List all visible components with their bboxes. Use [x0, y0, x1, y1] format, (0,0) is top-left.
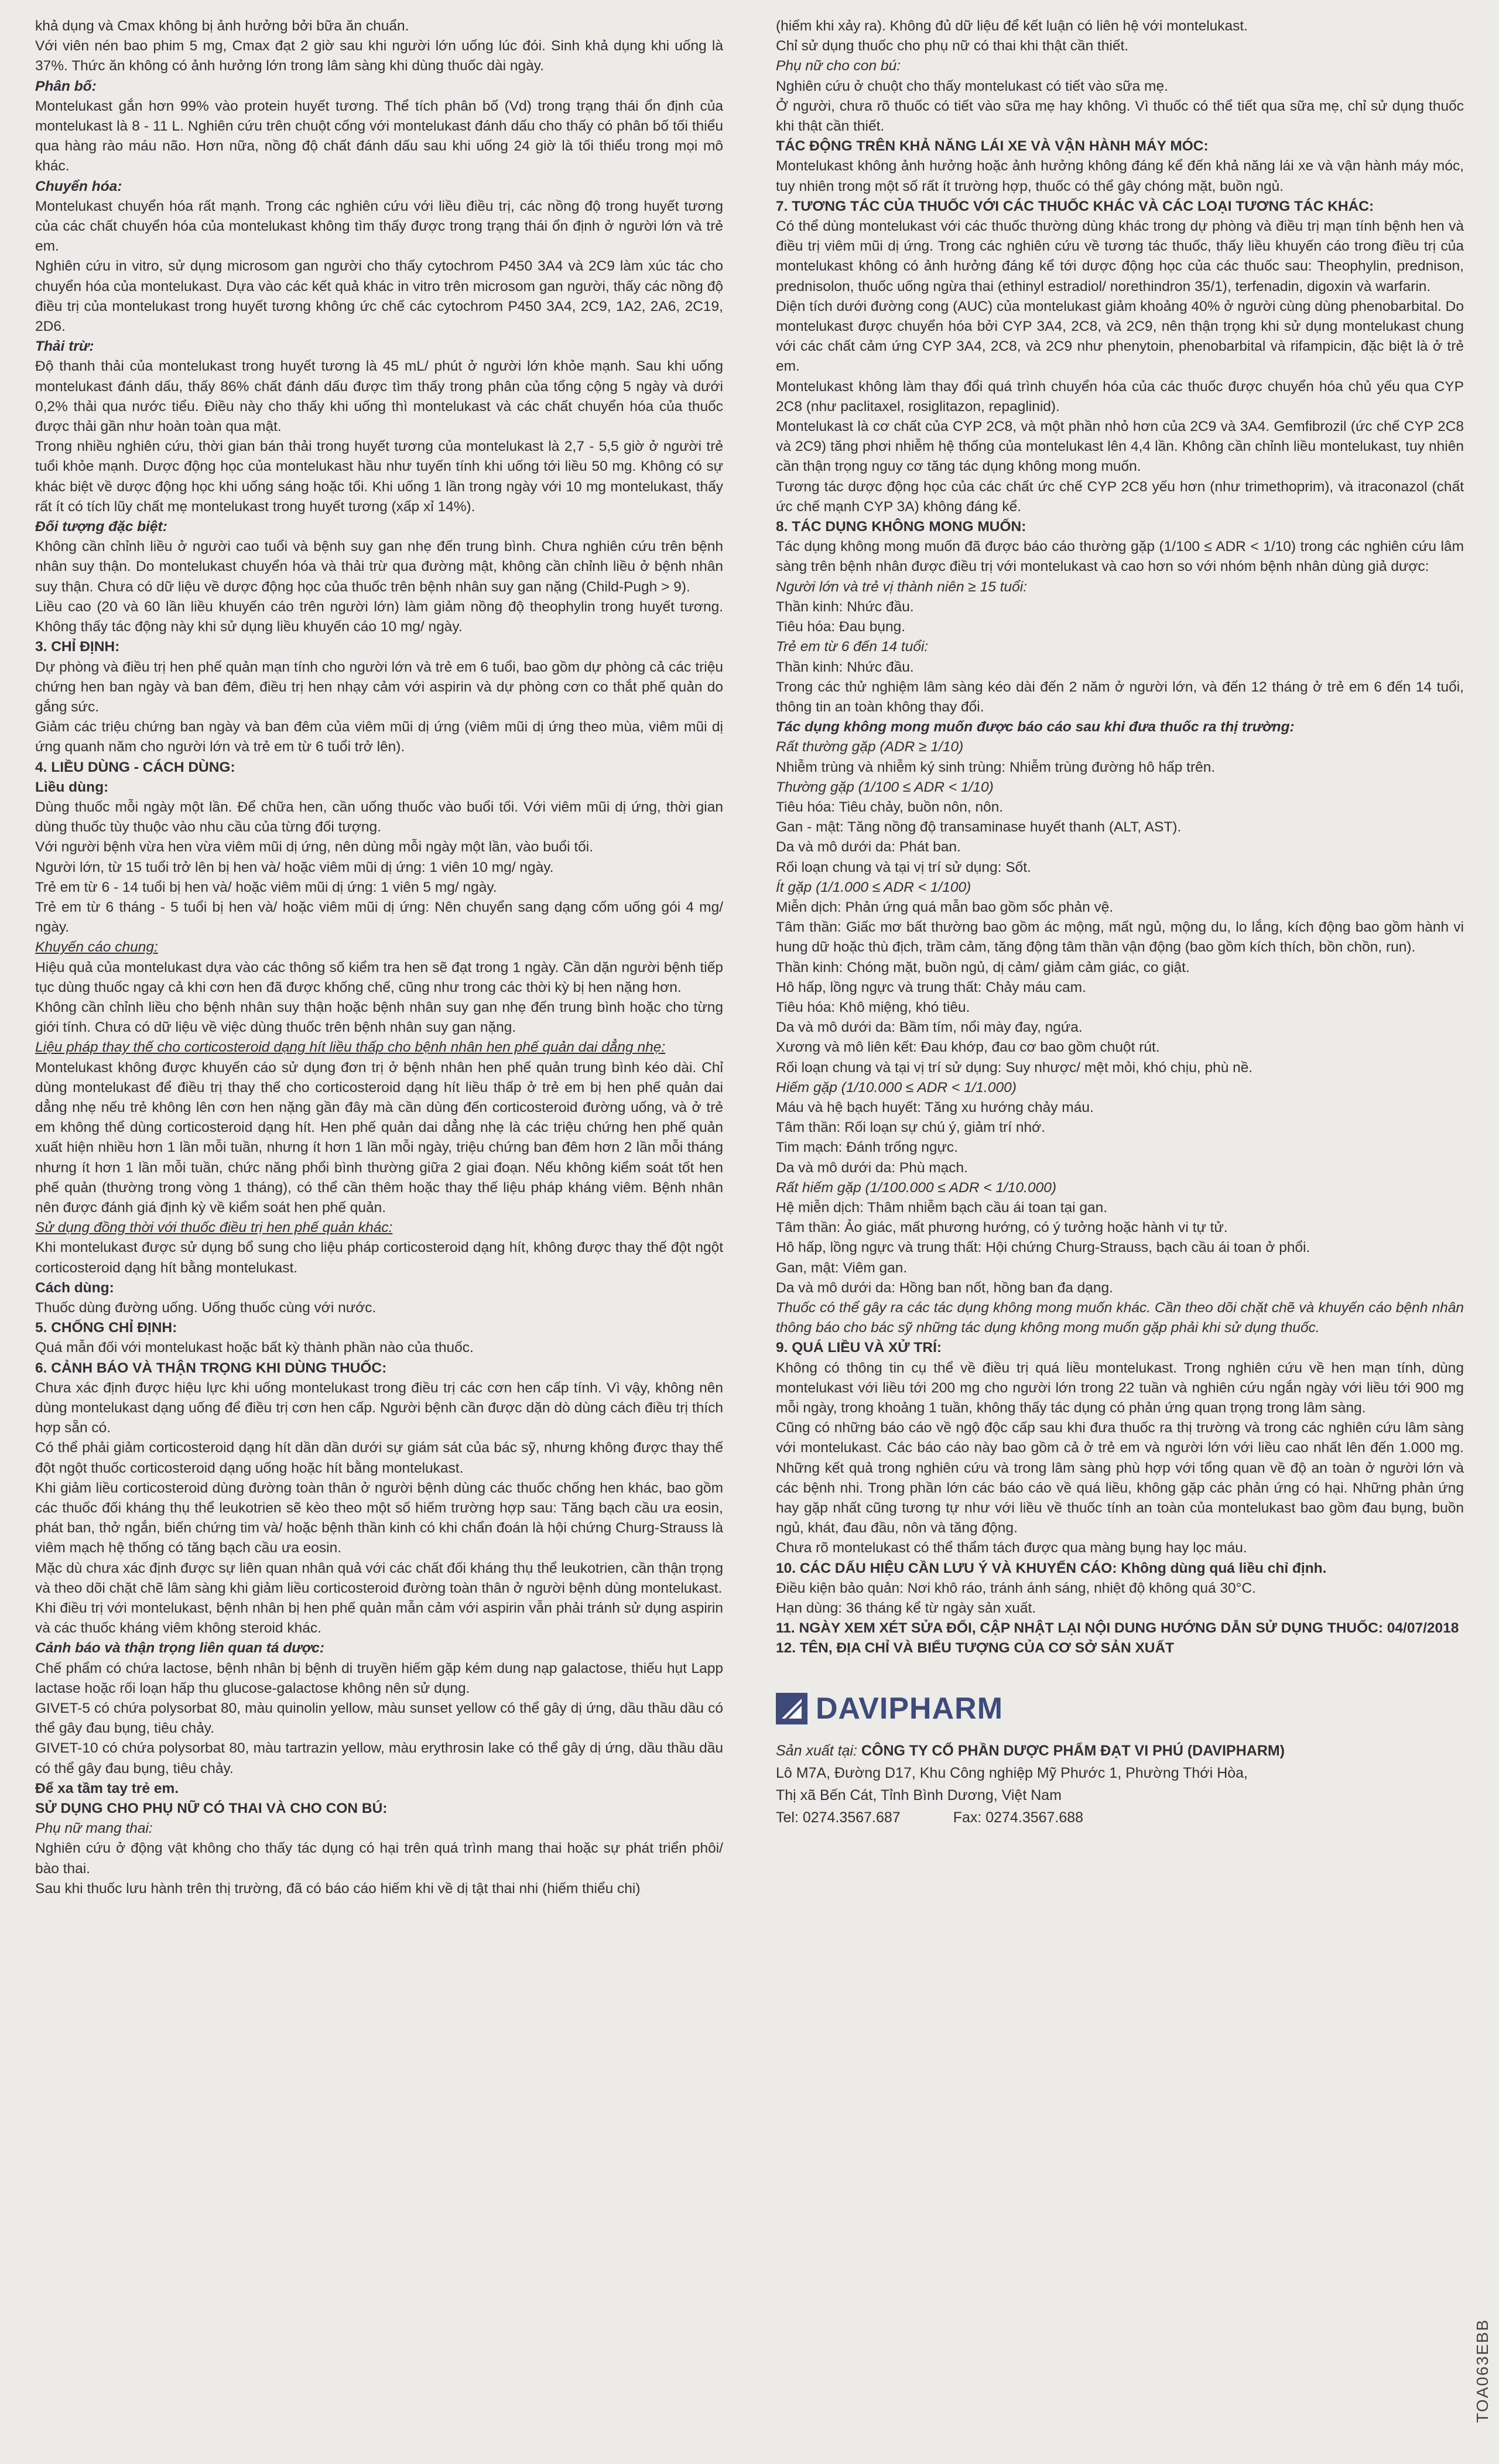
paragraph: Với người bệnh vừa hen vừa viêm mũi dị ứng, nên dùng mỗi ngày một lần, vào buổi tối. — [35, 839, 594, 855]
subheading: Thuốc có thể gây ra các tác dụng không mong muốn khác. Cần theo dõi chặt chẽ và khuyến cáo bệnh nhân thông báo cho bác sỹ những tác dụng không mong muốn gặp phải khi sử dụng thuốc. — [776, 1300, 1464, 1336]
paragraph: Hệ miễn dịch: Thâm nhiễm bạch cầu ái toan tại gan. — [776, 1199, 1108, 1216]
paragraph: Với viên nén bao phim 5 mg, Cmax đạt 2 giờ sau khi người lớn uống lúc đói. Sinh khả dụng khi uống là 37%. Thức ăn không có ảnh hưởng lớn trong lâm sàng khi dùng thuốc dài ngày. — [35, 38, 723, 74]
section-heading: 12. TÊN, ĐỊA CHỈ VÀ BIỂU TƯỢNG CỦA CƠ SỞ SẢN XUẤT — [776, 1640, 1175, 1657]
paragraph: Sau khi thuốc lưu hành trên thị trường, đã có báo cáo hiếm khi về dị tật thai nhi (hiếm thiểu chi) — [35, 1880, 641, 1897]
section-heading: 7. TƯƠNG TÁC CỦA THUỐC VỚI CÁC THUỐC KHÁC VÀ CÁC LOẠI TƯƠNG TÁC KHÁC: — [776, 198, 1374, 214]
paragraph: Không có thông tin cụ thể về điều trị quá liều montelukast. Trong nghiên cứu về hen mạn tính, dùng montelukast với liều tới 200 mg cho người lớn trong 22 tuần và nghiên cứu ngắn ngày với liều tới 900 mg mỗi ngày, trong khoảng 1 tuần, không thấy tác dụng có phản ứng quan trọng trong lâm sàng. — [776, 1360, 1464, 1416]
paragraph: Chế phẩm có chứa lactose, bệnh nhân bị bệnh di truyền hiếm gặp kém dung nạp galactose, thiếu hụt Lapp lactase hoặc rối loạn hấp thu glucose-galactose không nên sử dụng. — [35, 1660, 723, 1696]
section-heading: 5. CHỐNG CHỈ ĐỊNH: — [35, 1320, 177, 1336]
paragraph: Gan - mật: Tăng nồng độ transaminase huyết thanh (ALT, AST). — [776, 819, 1182, 836]
paragraph: Thuốc dùng đường uống. Uống thuốc cùng với nước. — [35, 1300, 377, 1316]
paragraph: Hạn dùng: 36 tháng kể từ ngày sản xuất. — [776, 1600, 1036, 1617]
paragraph: Tim mạch: Đánh trống ngực. — [776, 1139, 958, 1156]
address-line-1: Lô M7A, Đường D17, Khu Công nghiệp Mỹ Phước 1, Phường Thới Hòa, — [776, 1764, 1248, 1781]
subheading: Phụ nữ cho con bú: — [776, 58, 901, 74]
paragraph: Tiêu hóa: Đau bụng. — [776, 619, 906, 635]
right-column — [776, 16, 1464, 2464]
paragraph: Tâm thần: Rối loạn sự chú ý, giảm trí nhớ. — [776, 1120, 1046, 1136]
paragraph: Trong các thử nghiệm lâm sàng kéo dài đến 2 năm ở người lớn, và đến 12 tháng ở trẻ em 6 đến 14 tuổi, thông tin an toàn không thay đổi. — [776, 679, 1464, 715]
paragraph: Rối loạn chung và tại vị trí sử dụng: Sốt. — [776, 859, 1031, 875]
paragraph: Cũng có những báo cáo về ngộ độc cấp sau khi đưa thuốc ra thị trường và trong các nghiên cứu lâm sàng với montelukast. Các báo cáo này bao gồm cả ở trẻ em và người lớn với liều cao nhất lên đến 1.000 mg. Những kết quả trong nghiên cứu và trong lâm sàng phù hợp với tổng quan về độ an toàn ở người lớn và các bệnh nhi. Trong phần lớn các báo cáo về quá liều, không gặp các phản ứng có hại. Những phản ứng hay gặp nhất cũng tương tự như với liều về thuốc tính an toàn của montelukast bao gồm đau bụng, buồn ngủ, khát, đau đầu, nôn và tăng động. — [776, 1420, 1464, 1536]
paragraph: Dùng thuốc mỗi ngày một lần. Để chữa hen, cần uống thuốc vào buổi tối. Với viêm mũi dị ứng, thời gian dùng thuốc tùy thuộc vào nhu cầu của từng đối tượng. — [35, 799, 723, 836]
fax: Fax: 0274.3567.688 — [953, 1809, 1084, 1826]
paragraph: Montelukast không được khuyến cáo sử dụng đơn trị ở bệnh nhân hen phế quản trung bình kéo dài. Chỉ dùng montelukast để điều trị thay thế cho corticosteroid dạng hít liều thấp ở trẻ em bị hen phế quản dai dẳng nhẹ nếu trẻ không lên cơn hen nặng gần đây mà cần dùng đến corticosteroid đường uống, và ở trẻ em không thể dùng corticosteroid dạng hít. Hen phế quản dai dẳng nhẹ là các triệu chứng hen phế quản xuất hiện nhiều hơn 1 lần mỗi tuần, nhưng ít hơn 1 lần mỗi ngày, triệu chứng ban đêm hơn 2 lần mỗi tháng nhưng ít hơn 1 lần mỗi tuần, chức năng phổi bình thường giữa 2 giai đoạn. Nếu không kiểm soát tốt hen phế quản (thường trong vòng 1 tháng), có thể cần thêm hoặc thay thế liệu pháp kháng viêm. Bệnh nhân nên được đánh giá định kỳ về kiểm soát hen phế quản. — [35, 1059, 723, 1216]
producer-label: Sản xuất tại: — [776, 1742, 857, 1759]
paragraph: GIVET-10 có chứa polysorbat 80, màu tartrazin yellow, màu erythrosin lake có thể gây dị ứng, dầu thầu dầu có thể gây đau bụng, tiêu chảy. — [35, 1740, 723, 1777]
paragraph: Liều cao (20 và 60 lần liều khuyến cáo trên người lớn) làm giảm nồng độ theophylin trong huyết tương. Không thấy tác động này khi sử dụng liều khuyến cáo 10 mg/ ngày. — [35, 598, 723, 635]
section-heading: 10. CÁC DẤU HIỆU CẦN LƯU Ý VÀ KHUYẾN CÁO: Không dùng quá liều chỉ định. — [776, 1560, 1327, 1576]
subheading: Đối tượng đặc biệt: — [35, 519, 167, 535]
paragraph: Không cần chỉnh liều ở người cao tuổi và bệnh suy gan nhẹ đến trung bình. Chưa nghiên cứu trên bệnh nhân suy thận. Do montelukast chuyển hóa và thải trừ qua đường mật, không cần chỉnh liều ở bệnh nhân suy thận. Chưa có dữ liệu về dược động học của thuốc trên bệnh nhân suy gan nặng (Child-Pugh > 9). — [35, 539, 723, 595]
paragraph: Montelukast không ảnh hưởng hoặc ảnh hưởng không đáng kể đến khả năng lái xe và vận hành máy móc, tuy nhiên trong một số rất ít trường hợp, thuốc có thể gây chóng mặt, buồn ngủ. — [776, 158, 1464, 194]
subheading: Sử dụng đồng thời với thuốc điều trị hen phế quản khác: — [35, 1220, 393, 1236]
section-heading: 4. LIỀU DÙNG - CÁCH DÙNG: — [35, 759, 235, 775]
paragraph: Hiệu quả của montelukast dựa vào các thông số kiểm tra hen sẽ đạt trong 1 ngày. Cần dặn người bệnh tiếp tục dùng thuốc ngay cả khi cơn hen đã được khống chế, cũng như trong các thời kỳ bị hen nặng hơn. — [35, 959, 723, 995]
subheading: Liệu pháp thay thế cho corticosteroid dạng hít liều thấp cho bệnh nhân hen phế quản dai dẳng nhẹ: — [35, 1039, 666, 1056]
paragraph: Da và mô dưới da: Hồng ban nốt, hồng ban đa dạng. — [776, 1279, 1113, 1296]
paragraph: Thần kinh: Nhức đầu. — [776, 659, 914, 675]
paragraph: (hiếm khi xảy ra). Không đủ dữ liệu để kết luận có liên hệ với montelukast. — [776, 18, 1248, 34]
subheading: Ít gặp (1/1.000 ≤ ADR < 1/100) — [776, 879, 971, 895]
manufacturer-block — [776, 1693, 1464, 1829]
paragraph: Người lớn, từ 15 tuổi trở lên bị hen và/ hoặc viêm mũi dị ứng: 1 viên 10 mg/ ngày. — [35, 859, 554, 875]
subheading: Rất thường gặp (ADR ≥ 1/10) — [776, 739, 964, 755]
subheading: Rất hiếm gặp (1/100.000 ≤ ADR < 1/10.000) — [776, 1179, 1057, 1196]
section-heading: Để xa tầm tay trẻ em. — [35, 1780, 179, 1796]
paragraph: Tương tác dược động học của các chất ức chế CYP 2C8 yếu hơn (như trimethoprim), và itraconazol (chất ức chế mạnh CYP 3A) không đáng kể. — [776, 478, 1464, 515]
davipharm-logo-icon — [776, 1693, 807, 1724]
paragraph: Không cần chỉnh liều cho bệnh nhân suy thận hoặc bệnh nhân suy gan nhẹ đến trung bình hoặc cho từng giới tính. Chưa có dữ liệu về việc dùng thuốc trên bệnh nhân suy gan nặng. — [35, 999, 723, 1036]
paragraph: Tiêu hóa: Khô miệng, khó tiêu. — [776, 999, 970, 1015]
paragraph: Trẻ em từ 6 - 14 tuổi bị hen và/ hoặc viêm mũi dị ứng: 1 viên 5 mg/ ngày. — [35, 879, 497, 895]
paragraph: Trẻ em từ 6 tháng - 5 tuổi bị hen và/ hoặc viêm mũi dị ứng: Nên chuyển sang dạng cốm uống gói 4 mg/ ngày. — [35, 899, 723, 936]
paragraph: Nghiên cứu ở động vật không cho thấy tác dụng có hại trên quá trình mang thai hoặc sự phát triển phôi/ bào thai. — [35, 1840, 723, 1877]
paragraph: Rối loạn chung và tại vị trí sử dụng: Suy nhược/ mệt mỏi, khó chịu, phù nề. — [776, 1059, 1253, 1076]
paragraph: Tác dụng không mong muốn đã được báo cáo thường gặp (1/100 ≤ ADR < 1/10) trong các nghiên cứu lâm sàng trên bệnh nhân được điều trị với montelukast và cao hơn so với nhóm bệnh nhân dùng giả dược: — [776, 539, 1464, 575]
subheading: Trẻ em từ 6 đến 14 tuổi: — [776, 639, 929, 655]
paragraph: Ở người, chưa rõ thuốc có tiết vào sữa mẹ hay không. Vì thuốc có thể tiết qua sữa mẹ, chỉ sử dụng thuốc khi thật cần thiết. — [776, 98, 1464, 135]
subheading: Thường gặp (1/100 ≤ ADR < 1/10) — [776, 779, 994, 795]
paragraph: Dự phòng và điều trị hen phế quản mạn tính cho người lớn và trẻ em 6 tuổi, bao gồm dự phòng cả các triệu chứng hen ban ngày và ban đêm, điều trị hen nhạy cảm với aspirin và dự phòng cơn co thắt phế quản do gắng sức. — [35, 659, 723, 715]
address-line-2: Thị xã Bến Cát, Tỉnh Bình Dương, Việt Nam — [776, 1787, 1062, 1803]
paragraph: Có thể dùng montelukast với các thuốc thường dùng khác trong dự phòng và điều trị mạn tính bệnh hen và điều trị viêm mũi dị ứng. Trong các nghiên cứu về tương tác thuốc, thấy liều khuyến cáo trong điều trị của montelukast không có ảnh hưởng đáng kể tới dược động học của các thuốc sau: Theophylin, prednison, prednisolon, thuốc uống ngừa thai (ethinyl estradiol/ norethindron 35/1), terfenadin, digoxin và warfarin. — [776, 218, 1464, 295]
paragraph: Da và mô dưới da: Bầm tím, nổi mày đay, ngứa. — [776, 1019, 1083, 1036]
subheading: Tác dụng không mong muốn được báo cáo sau khi đưa thuốc ra thị trường: — [776, 719, 1295, 735]
section-heading: 8. TÁC DỤNG KHÔNG MONG MUỐN: — [776, 519, 1026, 535]
paragraph: Khi giảm liều corticosteroid dùng đường toàn thân ở người bệnh dùng các thuốc chống hen khác, bao gồm các thuốc đối kháng thụ thể leukotrien sẽ kèo theo một số hiếm trường hợp sau: Tăng bạch cầu ưa eosin, phát ban, thở ngắn, biến chứng tim và/ hoặc bệnh thần kinh có khi chẩn đoán là hội chứng Churg-Strauss là viêm mạch hệ thống có tăng bạch cầu ưa eosin. — [35, 1480, 723, 1556]
paragraph: Tâm thần: Giấc mơ bất thường bao gồm ác mộng, mất ngủ, mộng du, lo lắng, kích động bao gồm hành vi hung dữ hoặc thù địch, trầm cảm, tăng động tâm thần vận động (bao gồm kích thích, bồn chồn, run). — [776, 919, 1464, 956]
paragraph: Khi điều trị với montelukast, bệnh nhân bị hen phế quản mẫn cảm với aspirin vẫn phải tránh sử dụng aspirin và các thuốc kháng viêm không steroid khác. — [35, 1600, 723, 1637]
paragraph: GIVET-5 có chứa polysorbat 80, màu quinolin yellow, màu sunset yellow có thể gây dị ứng, dầu thầu dầu có thể gây đau bụng, tiêu chảy. — [35, 1700, 723, 1737]
subheading: Chuyển hóa: — [35, 178, 122, 194]
subheading: Khuyến cáo chung: — [35, 939, 158, 956]
paragraph: Montelukast gắn hơn 99% vào protein huyết tương. Thể tích phân bố (Vd) trong trạng thái ổn định của montelukast là 8 - 11 L. Nghiên cứu trên chuột cống với montelukast đánh dấu cho thấy có phân bố tối thiểu qua hàng rào máu não. Hơn nữa, nồng độ chất đánh dấu sau khi uống 24 giờ là tối thiểu trong mọi mô khác. — [35, 98, 723, 174]
subheading: Người lớn và trẻ vị thành niên ≥ 15 tuổi: — [776, 579, 1028, 595]
subheading: Cảnh báo và thận trọng liên quan tá dược: — [35, 1640, 325, 1657]
paragraph: Chưa xác định được hiệu lực khi uống montelukast trong điều trị các cơn hen cấp tính. Vì vậy, không nên dùng montelukast dạng uống để điều trị cơn hen cấp. Người bệnh cần được dặn dò dùng cách điều trị thích hợp sẵn có. — [35, 1380, 723, 1436]
paragraph: Gan, mật: Viêm gan. — [776, 1260, 908, 1276]
paragraph: Mặc dù chưa xác định được sự liên quan nhân quả với các chất đối kháng thụ thể leukotrien, cần thận trọng và theo dõi chặt chẽ lâm sàng khi giảm liều corticosteroid đường toàn thân ở người bệnh dùng montelukast. — [35, 1560, 723, 1596]
paragraph: Nghiên cứu ở chuột cho thấy montelukast có tiết vào sữa mẹ. — [776, 78, 1168, 94]
paragraph: Nghiên cứu in vitro, sử dụng microsom gan người cho thấy cytochrom P450 3A4 và 2C9 làm xúc tác cho chuyển hóa của montelukast. Dựa vào các kết quả khác in vitro trên microsom gan người, thấy các nồng độ điều trị của montelukast trong huyết tương không ức chế các cytochrom P450 3A4, 2C9, 1A2, 2A6, 2C19, 2D6. — [35, 258, 723, 335]
telephone: Tel: 0274.3567.687 — [776, 1809, 901, 1826]
paragraph: Chưa rõ montelukast có thể thẩm tách được qua màng bụng hay lọc máu. — [776, 1540, 1247, 1556]
paragraph: Thần kinh: Nhức đầu. — [776, 598, 914, 615]
section-heading: 11. NGÀY XEM XÉT SỬA ĐỔI, CẬP NHẬT LẠI NỘI DUNG HƯỚNG DẪN SỬ DỤNG THUỐC: 04/07/2018 — [776, 1620, 1459, 1637]
paragraph: Điều kiện bảo quản: Nơi khô ráo, tránh ánh sáng, nhiệt độ không quá 30°C. — [776, 1580, 1256, 1596]
paragraph: Diện tích dưới đường cong (AUC) của montelukast giảm khoảng 40% ở người cùng dùng phenobarbital. Do montelukast được chuyển hóa bởi CYP 3A4, 2C8, và 2C9, nên thận trọng khi sử dụng montelukast chung với các chất cảm ứng CYP 3A4, 2C8, và 2C9 như phenytoin, phenobarbital và rifampicin, đặc biệt là ở trẻ em. — [776, 298, 1464, 375]
paragraph: Tiêu hóa: Tiêu chảy, buồn nôn, nôn. — [776, 799, 1004, 815]
contact-row — [776, 1806, 1464, 1829]
paragraph: Hô hấp, lồng ngực và trung thất: Chảy máu cam. — [776, 979, 1086, 995]
paragraph: Montelukast không làm thay đổi quá trình chuyển hóa của các thuốc được chuyển hóa chủ yếu qua CYP 2C8 (như paclitaxel, rosiglitazon, repaglinid). — [776, 378, 1464, 415]
section-heading: Cách dùng: — [35, 1279, 114, 1296]
paragraph: Quá mẫn đối với montelukast hoặc bất kỳ thành phần nào của thuốc. — [35, 1340, 474, 1356]
paragraph: Da và mô dưới da: Phát ban. — [776, 839, 961, 855]
right-column-body — [776, 16, 1464, 1659]
paragraph: Montelukast là cơ chất của CYP 2C8, và một phần nhỏ hơn của 2C9 và 3A4. Gemfibrozil (ức chế CYP 2C8 và 2C9) tăng phơi nhiễm hệ thống của montelukast lên 4,4 lần. Không cần chỉnh liều montelukast, tuy nhiên cần thận trọng nguy cơ tăng tác dụng không mong muốn. — [776, 419, 1464, 475]
subheading: Thải trừ: — [35, 338, 94, 355]
document-code: TOA063EBB — [1473, 2319, 1491, 2423]
left-column — [35, 16, 723, 2464]
paragraph: Hô hấp, lồng ngực và trung thất: Hội chứng Churg-Strauss, bạch cầu ái toan ở phổi. — [776, 1240, 1310, 1256]
paragraph: Montelukast chuyển hóa rất mạnh. Trong các nghiên cứu với liều điều trị, các nồng độ trong huyết tương của các chất chuyển hóa của montelukast không tìm thấy được trong trạng thái ổn định ở người lớn và trẻ em. — [35, 198, 723, 255]
brand-name: DAVIPHARM — [816, 1691, 1004, 1726]
paragraph: Khi montelukast được sử dụng bổ sung cho liệu pháp corticosteroid dạng hít, không được thay thế đột ngột corticosteroid dạng hít bằng montelukast. — [35, 1240, 723, 1276]
section-heading: TÁC ĐỘNG TRÊN KHẢ NĂNG LÁI XE VÀ VẬN HÀNH MÁY MÓC: — [776, 138, 1209, 155]
subheading: Hiếm gặp (1/10.000 ≤ ADR < 1/1.000) — [776, 1079, 1017, 1096]
paragraph: Da và mô dưới da: Phù mạch. — [776, 1159, 968, 1176]
manufacturer-address — [776, 1740, 1464, 1829]
paragraph: Chỉ sử dụng thuốc cho phụ nữ có thai khi thật cần thiết. — [776, 38, 1129, 54]
paragraph: Máu và hệ bạch huyết: Tăng xu hướng chảy máu. — [776, 1099, 1094, 1115]
paragraph: khả dụng và Cmax không bị ảnh hưởng bởi bữa ăn chuẩn. — [35, 18, 409, 34]
paragraph: Tâm thần: Ảo giác, mất phương hướng, có ý tưởng hoặc hành vi tự tử. — [776, 1220, 1228, 1236]
paragraph: Có thể phải giảm corticosteroid dạng hít dần dần dưới sự giám sát của bác sỹ, nhưng không được thay thế đột ngột thuốc corticosteroid dạng uống hoặc hít bằng montelukast. — [35, 1440, 723, 1476]
subheading: Phụ nữ mang thai: — [35, 1820, 153, 1837]
paragraph: Xương và mô liên kết: Đau khớp, đau cơ bao gồm chuột rút. — [776, 1039, 1160, 1056]
section-heading: 9. QUÁ LIỀU VÀ XỬ TRÍ: — [776, 1340, 942, 1356]
section-heading: SỬ DỤNG CHO PHỤ NỮ CÓ THAI VÀ CHO CON BÚ: — [35, 1801, 388, 1817]
section-heading: Liều dùng: — [35, 779, 109, 795]
paragraph: Độ thanh thải của montelukast trong huyết tương là 45 mL/ phút ở người lớn khỏe mạnh. Sau khi uống montelukast đánh dấu, thấy 86% chất đánh dấu được tìm thấy trong phân của tổng cộng 5 ngày và dưới 0,2% thải qua nước tiểu. Điều này cho thấy khi uống thì montelukast và các chất chuyển hóa của thuốc được thải gần như hoàn toàn qua mật. — [35, 358, 723, 435]
section-heading: 3. CHỈ ĐỊNH: — [35, 639, 120, 655]
paragraph: Miễn dịch: Phản ứng quá mẫn bao gồm sốc phản vệ. — [776, 899, 1114, 915]
producer-name: CÔNG TY CỔ PHẦN DƯỢC PHẨM ĐẠT VI PHÚ (DAVIPHARM) — [861, 1742, 1285, 1759]
section-heading: 6. CẢNH BÁO VÀ THẬN TRỌNG KHI DÙNG THUỐC: — [35, 1360, 387, 1376]
paragraph: Thần kinh: Chóng mặt, buồn ngủ, dị cảm/ giảm cảm giác, co giật. — [776, 959, 1190, 976]
paragraph: Giảm các triệu chứng ban ngày và ban đêm của viêm mũi dị ứng (viêm mũi dị ứng theo mùa, viêm mũi dị ứng quanh năm cho người lớn và trẻ em từ 6 tuổi trở lên). — [35, 719, 723, 755]
brand-logo — [776, 1693, 1464, 1724]
paragraph: Trong nhiều nghiên cứu, thời gian bán thải trong huyết tương của montelukast là 2,7 - 5,5 giờ ở người trẻ tuổi khỏe mạnh. Dược động học của montelukast hầu như tuyến tính khi uống tới liều 50 mg. Không có sự khác biệt về dược động học khi uống sáng hoặc tối. Khi uống 1 lần trong ngày với 10 mg montelukast, thấy rất ít có tích lũy chất mẹ montelukast trong huyết tương (xấp xỉ 14%). — [35, 439, 723, 515]
subheading: Phân bố: — [35, 78, 97, 94]
paragraph: Nhiễm trùng và nhiễm ký sinh trùng: Nhiễm trùng đường hô hấp trên. — [776, 759, 1216, 775]
